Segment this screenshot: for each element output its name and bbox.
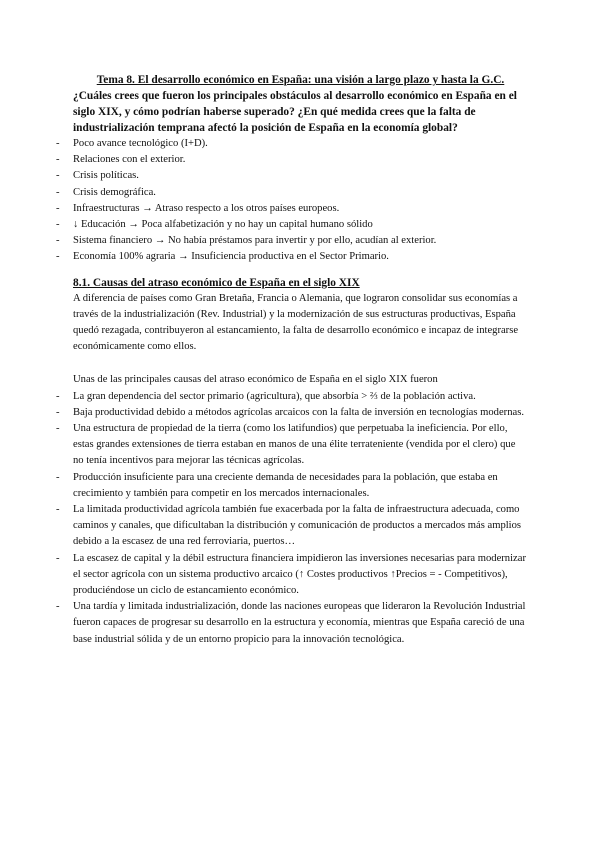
- list-item: - Relaciones con el exterior.: [73, 152, 528, 168]
- list-item: - Economía 100% agraria → Insuficiencia productiva en el Sector Primario.: [73, 249, 528, 265]
- document-page: [73, 72, 528, 648]
- causes-intro: Unas de las principales causas del atraso económico de España en el siglo XIX fueron: [73, 374, 438, 386]
- list-item: - Crisis demográfica.: [73, 185, 528, 201]
- list-item: - Producción insuficiente para una creciente demanda de necesidades para la población, que estaba en crecimiento y también para competir en los mercados internacionales.: [73, 470, 528, 502]
- list-item: - Una estructura de propiedad de la tierra (como los latifundios) que perpetuaba la ineficiencia. Por ello, estas grandes extensiones de tierra estaban en manos de una élite terrateniente (vendida por el clero) que no tenía incentivos para mejorar las técnicas agrícolas.: [73, 421, 528, 470]
- causes-list: [73, 389, 528, 648]
- list-item: - La limitada productividad agrícola también fue exacerbada por la falta de infraestructura adecuada, como caminos y canales, que dificultaban la distribución y comunicación de productos a mercados más amplios debido a la escasez de una red ferroviaria, puertos…: [73, 502, 528, 551]
- list-item: - Crisis políticas.: [73, 168, 528, 184]
- list-item: - ↓ Educación → Poca alfabetización y no hay un capital humano sólido: [73, 217, 528, 233]
- list-item: - Infraestructuras → Atraso respecto a los otros países europeos.: [73, 201, 528, 217]
- document-title: Tema 8. El desarrollo económico en España: una visión a largo plazo y hasta la G.C.: [96, 74, 505, 86]
- list-item: - Baja productividad debido a métodos agrícolas arcaicos con la falta de inversión en tecnologías modernas.: [73, 405, 528, 421]
- obstacles-summary-list: [73, 136, 528, 266]
- section-heading: 8.1. Causas del atraso económico de España en el siglo XIX: [73, 276, 360, 289]
- list-item: - La gran dependencia del sector primario (agricultura), que absorbía > ⅔ de la población activa.: [73, 389, 528, 405]
- list-item: - Sistema financiero → No había préstamos para invertir y por ello, acudían al exterior.: [73, 233, 528, 249]
- list-item: - Una tardía y limitada industrialización, donde las naciones europeas que lideraron la Revolución Industrial fueron capaces de progresar su desarrollo en la estructura y economía, mientras que España careció de una base industrial sólida y de un entorno propicio para la innovación tecnológica.: [73, 599, 528, 648]
- guiding-question: ¿Cuáles crees que fueron los principales obstáculos al desarrollo económico en España en el siglo XIX, y cómo podrían haberse superado? ¿En qué medida crees que la falta de industrialización temprana afectó la posición de España en la economía global?: [73, 90, 517, 134]
- section-paragraph: A diferencia de países como Gran Bretaña, Francia o Alemania, que lograron consolidar sus economías a través de la industrialización (Rev. Industrial) y la modernización de sus estructuras productivas, España quedó rezagada, contribuyeron al estancamiento, la falta de desarrollo económico e incapaz de integrarse económicamente como ellos.: [73, 292, 519, 353]
- list-item: - Poco avance tecnológico (I+D).: [73, 136, 528, 152]
- list-item: - La escasez de capital y la débil estructura financiera impidieron las inversiones necesarias para modernizar el sector agrícola con un sistema productivo arcaico (↑ Costes productivos ↑Precios = - Competitivos), produciéndose un ciclo de estancamiento económico.: [73, 551, 528, 600]
